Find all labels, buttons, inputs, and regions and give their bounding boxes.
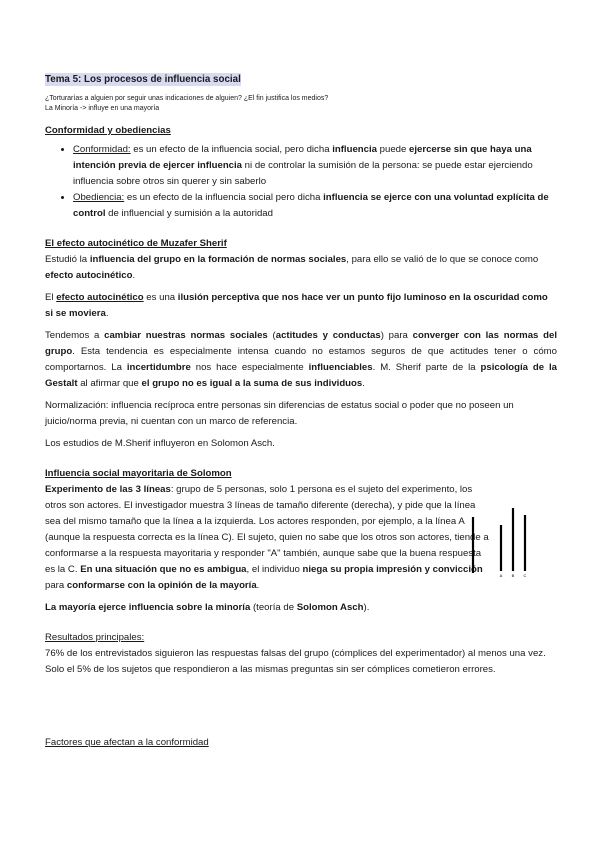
conformidad-list <box>45 142 557 222</box>
intro-minority: La Minoría -> influye en una mayoría <box>45 104 160 112</box>
figure-label-c: C <box>523 573 527 578</box>
asch-p1: Experimento de las 3 líneas: grupo de 5 personas, solo 1 persona es el sujeto del experimento, los otros son actores. El investigador muestra 3 líneas de tamaño diferente (derecha), y pide que la línea sea del mismo tamaño que la línea a la izquierda. Los actores responden, por ejemplo, a la línea A (aunque la respuesta correcta es la línea C). El sujeto, quien no sabe que los otros son actores, tiende a conformarse a la respuesta mayoritaria y responder "A" también, aunque sabe que la buena respuesta es la C. En una situación que no es ambigua, el individuo niega su propia impresión y convicción para conformarse con la opinión de la mayoría. <box>45 484 489 591</box>
document-page <box>45 72 557 751</box>
heading-sherif: El efecto autocinético de Muzafer Sherif <box>45 238 227 249</box>
sherif-p3: Tendemos a cambiar nuestras normas sociales (actitudes y conductas) para converger con las normas del grupo. Esta tendencia es especialmente intensa cuando no estamos seguros de que actitudes tener o cómo comportarnos. La incertidumbre nos hace especialmente influenciables. M. Sherif parte de la psicología de la Gestalt al afirmar que el grupo no es igual a la suma de sus individuos. <box>45 330 558 389</box>
sherif-p2: El efecto autocinético es una ilusión perceptiva que nos hace ver un punto fijo luminoso en la oscuridad como si se moviera. <box>45 292 548 319</box>
bullet-obediencia: • Obediencia: es un efecto de la influencia social pero dicha influencia se ejerce con una voluntad explícita de control de influencial y sumisión a la autoridad <box>73 190 557 222</box>
figure-label-b: B <box>511 573 515 578</box>
resultados-p1: 76% de los entrevistados siguieron las respuestas falsas del grupo (cómplices del experimentador) al menos una vez. <box>45 648 546 659</box>
asch-p2: La mayoría ejerce influencia sobre la minoría (teoría de Solomon Asch). <box>45 602 370 613</box>
sherif-p4: Normalización: influencia recíproca entre personas sin diferencias de estatus social o poder que no poseen un juicio/norma previa, ni cuentan con un marco de referencia. <box>45 400 514 427</box>
heading-factores: Factores que afectan a la conformidad <box>45 737 209 748</box>
heading-conformidad: Conformidad y obediencias <box>45 125 171 136</box>
asch-lines-figure <box>455 435 535 580</box>
document-title: Tema 5: Los procesos de influencia social <box>45 74 241 85</box>
figure-label-a: A <box>499 573 503 578</box>
intro-question: ¿Torturarías a alguien por seguir unas indicaciones de alguien? ¿El fin justifica los medios? <box>45 95 329 102</box>
resultados-p2: Solo el 5% de los sujetos que respondieron a las mismas preguntas sin ser cómplices cometieron errores. <box>45 664 496 675</box>
bullet-conformidad: • Conformidad: es un efecto de la influencia social, pero dicha influencia puede ejercerse sin que haya una intención previa de ejercer influencia ni de controlar la sumisión de la persona: se puede estar ejerciendo influencia sobre otros sin querer y sin saberlo <box>73 142 557 190</box>
heading-resultados: Resultados principales: <box>45 632 145 643</box>
sherif-p5: Los estudios de M.Sherif influyeron en Solomon Asch. <box>45 438 275 449</box>
sherif-p1: Estudió la influencia del grupo en la formación de normas sociales, para ello se valió de lo que se conoce como efecto autocinético. <box>45 254 539 281</box>
heading-solomon: Influencia social mayoritaria de Solomon <box>45 468 232 479</box>
